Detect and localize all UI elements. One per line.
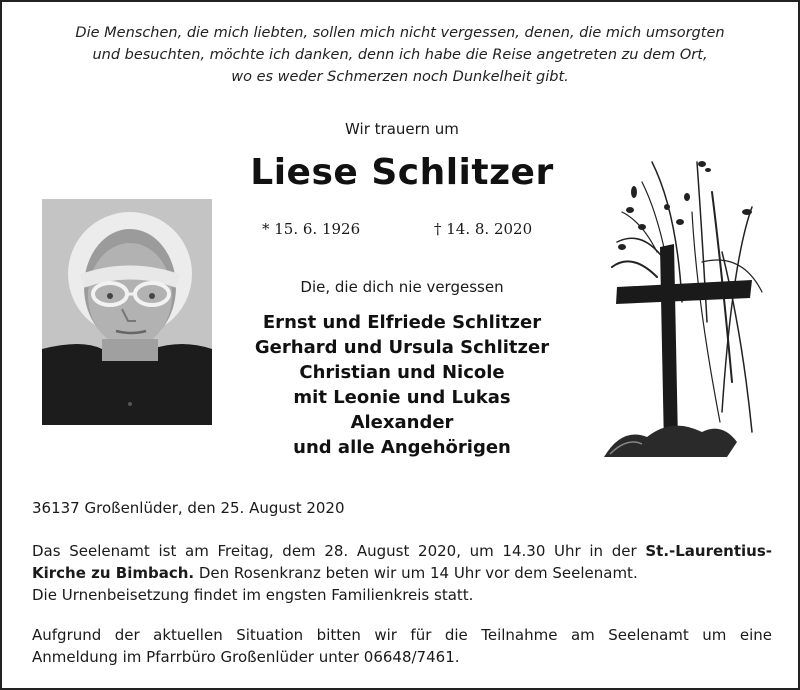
place-and-date: 36137 Großenlüder, den 25. August 2020 (32, 499, 345, 517)
service-line-3: Die Urnenbeisetzung findet im engsten Familienkreis statt. (32, 586, 474, 604)
cross-with-grasses-illustration (602, 152, 772, 467)
quote-line: Die Menschen, die mich liebten, sollen mich nicht vergessen, denen, die mich umsorgten (75, 25, 725, 41)
quote-line: und besuchten, möchte ich danken, denn ich habe die Reise angetreten zu dem Ort, (92, 47, 708, 63)
notice-line-1: Aufgrund der aktuellen Situation bitten wir für die Teilnahme am Seelenamt um eine (32, 626, 772, 644)
mourners-list (202, 310, 602, 460)
mourner-line: und alle Angehörigen (293, 437, 511, 458)
mourner-line: Ernst und Elfriede Schlitzer (262, 312, 542, 333)
mourner-line: mit Leonie und Lukas (293, 387, 511, 408)
deceased-name: Liese Schlitzer (250, 152, 554, 193)
quote-line: wo es weder Schmerzen noch Dunkelheit gibt. (231, 69, 569, 85)
birth-date: * 15. 6. 1926 (262, 220, 361, 238)
mourner-line: Gerhard und Ursula Schlitzer (254, 337, 550, 358)
service-line-1 (32, 540, 772, 562)
church-name: St.-Laurentius- (645, 542, 772, 560)
mourner-line: Christian und Nicole (299, 362, 505, 383)
death-date: † 14. 8. 2020 (434, 220, 533, 238)
mourner-line: Alexander (350, 412, 454, 433)
service-text: Das Seelenamt ist am Freitag, dem 28. August 2020, um 14.30 Uhr in der (32, 542, 637, 560)
service-information (32, 540, 772, 606)
mourning-intro: Wir trauern um (345, 120, 459, 138)
church-location: Kirche zu Bimbach. (32, 564, 195, 582)
notice-line-2: Anmeldung im Pfarrbüro Großenlüder unter 06648/7461. (32, 648, 460, 666)
portrait-photo (42, 199, 212, 425)
service-line-2 (32, 562, 772, 584)
mourners-intro: Die, die dich nie vergessen (300, 278, 504, 296)
memorial-quote (42, 22, 758, 88)
registration-notice (32, 624, 772, 668)
rosary-text: Den Rosenkranz beten wir um 14 Uhr vor dem Seelenamt. (194, 564, 638, 582)
